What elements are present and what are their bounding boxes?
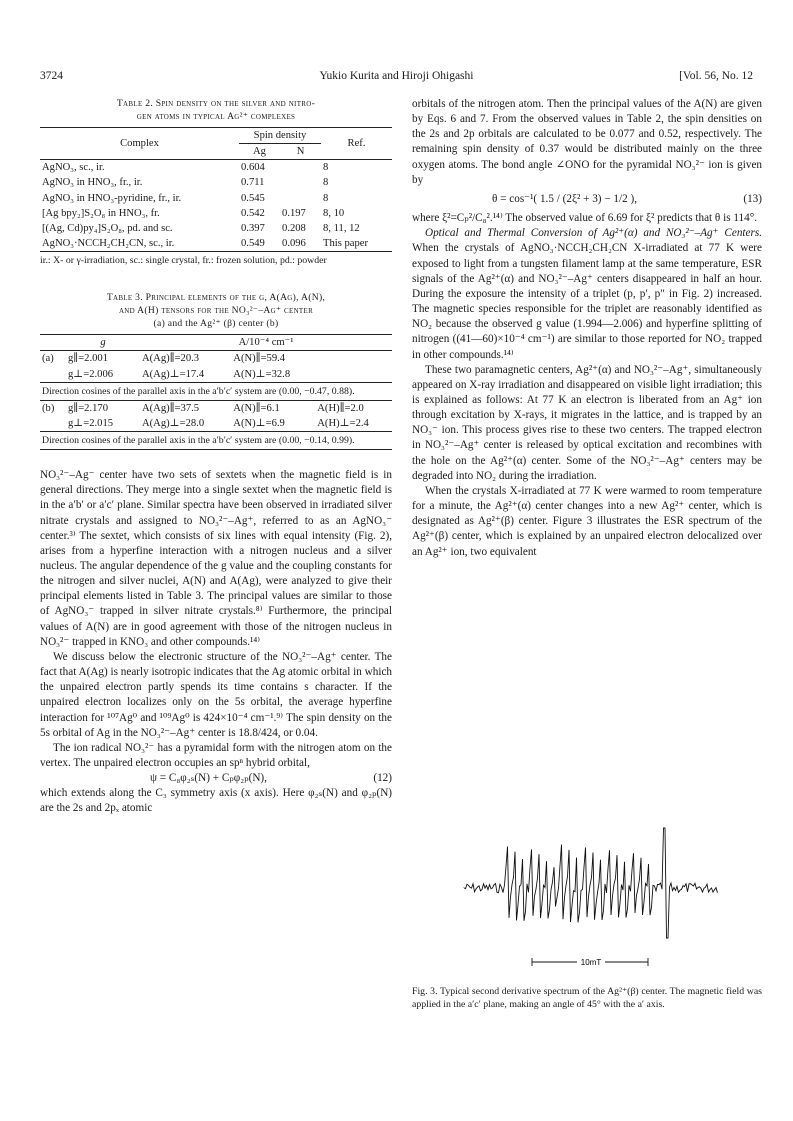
table2-head-complex: Complex — [120, 138, 159, 150]
right-column — [412, 97, 762, 560]
figure-3-caption: Fig. 3. Typical second derivative spectrum of the Ag²⁺(β) center. The magnetic field was applied in the a′c′ plane, making an angle of 45° with the a′ axis. — [412, 986, 762, 1010]
table-row: g⊥=2.015 A(Ag)⊥=28.0 A(N)⊥=6.9 A(H)⊥=2.4 — [68, 417, 369, 429]
right-paragraph-3: Optical and Thermal Conversion of Ag²⁺(α) and NO₃²⁻–Ag⁺ Centers. When the crystals of AgNO₃·NCCH₂CH₂CN X-irradiated at 77 K were exposed to light from a tungsten filament lamp at the same temperature, ESR signals of the Ag²⁺(α) and NO₃²⁻–Ag⁺ centers disappeared in half an hour. During the exposure the intensity of a triplet (p, p′, p″ in Fig. 2) increased. The magnetic species responsible for the triplet are reasonably identified as NO₂ because the observed g value (1.994—2.006) and hyperfine splitting of nitrogen ((41—60)×10⁻⁴ cm⁻¹) are similar to those reported for NO₂ trapped in other compounds.¹⁴⁾ — [412, 227, 762, 361]
running-authors: Yukio Kurita and Hiroji Ohigashi — [319, 70, 474, 82]
right-paragraph-4: These two paramagnetic centers, Ag²⁺(α) and NO₃²⁻–Ag⁺, simultaneously appeared on X-ray irradiation and disappeared on visible light irradiation; this is explained as follows: At 77 K an electron is liberated from an Ag⁺ ion through excitation by X-rays, it migrates in the lattice, and is trapped by an NO₃⁻ ion. This process gives rise to these two centers. The trapped electron in NO₃²⁻–Ag⁺ center is released by optical excitation and recombines with the hole on the Ag²⁺(α) center. Some of the NO₃²⁻–Ag⁺ centers may be degraded into NO₂ during the irradiation. — [412, 363, 762, 482]
table3-head-a: A/10⁻⁴ cm⁻¹ — [238, 337, 294, 349]
volume-info: [Vol. 56, No. 12 — [679, 70, 753, 82]
table2-head-ag: Ag — [239, 144, 280, 160]
right-paragraph-5: When the crystals X-irradiated at 77 K were warmed to room temperature for a minute, the Ag²⁺(α) center changes into a new Ag²⁺ center, which is designated as Ag²⁺(β) center. Figure 3 illustrates the ESR spectrum of the Ag²⁺(β) center, which is explained by an unpaired electron delocalized over an Ag²⁺ ion, two equivalent — [412, 484, 762, 558]
table-row: [Ag bpy₂]S₂O₈ in HNO₃, fr. 0.542 0.197 8, 10 — [42, 207, 345, 219]
left-paragraph-3: The ion radical NO₃²⁻ has a pyramidal form with the nitrogen atom on the vertex. The unpaired electron occupies an spⁿ hybrid orbital, — [40, 741, 392, 769]
table3-b-cosines: Direction cosines of the parallel axis in the a′b′c′ system are (0.00, −0.14, 0.99). — [42, 435, 355, 447]
section-title: Optical and Thermal Conversion of Ag²⁺(α) and NO₃²⁻–Ag⁺ Centers. — [425, 227, 762, 240]
table2-caption: Table 2. Spin density on the silver and nitro- gen atoms in typical Ag²⁺ complexes — [116, 98, 316, 122]
left-paragraph-1: NO₃²⁻–Ag⁻ center have two sets of sextets when the magnetic field is in general directions. They merge into a single sextet when the magnetic field is in the a′b′ or a′c′ plane. Similar spectra have been observed in irradiated silver nitrate crystals and assigned to NO₃²⁻–Ag⁺, referred to as an AgNO₃⁻ center.³⁾ The sextet, which consists of six lines with equal intensity (Fig. 2), arises from a hyperfine interaction with a nitrogen nucleus and a silver nucleus. The angular dependence of the g value and the coupling constants for the nitrogen and silver nuclei, A(N) and A(Ag), were analyzed to give their principal elements listed in Table 3. The principal values are similar to those of AgNO₃⁻ trapped in silver nitrate crystals.⁸⁾ Furthermore, the principal values of A(N) are in good agreement with those of the nitrogen nucleus in NO₃²⁻ trapped in KNO₃ and other compounds.¹⁴⁾ — [40, 469, 392, 648]
table3 — [40, 334, 392, 450]
left-paragraph-4: which extends along the C₃ symmetry axis (x axis). Here φ₂ₛ(N) and φ₂ₚ(N) are the 2s and 2pₓ atomic — [40, 787, 392, 815]
equation-13: θ = cos⁻¹( 1.5 / (2ξ² + 3) − 1/2 ), (13) — [492, 192, 762, 205]
table-row: g⊥=2.006 A(Ag)⊥=17.4 A(N)⊥=32.8 — [68, 368, 291, 380]
esr-spectrum — [412, 820, 762, 980]
table-row: AgNO₃ in HNO₃-pyridine, fr., ir. 0.545 8 — [42, 192, 329, 204]
page-number: 3724 — [40, 70, 63, 82]
table-row: AgNO₃ in HNO₃, fr., ir. 0.711 8 — [42, 177, 329, 189]
table-row: [(Ag, Cd)py₄]S₂O₈, pd. and sc. 0.397 0.208 8, 11, 12 — [42, 222, 360, 234]
table3-head-g: g — [100, 337, 106, 349]
table2-footnote: ir.: X- or γ-irradiation, sc.: single crystal, fr.: frozen solution, pd.: powder — [40, 255, 327, 267]
table-row: AgNO₃·NCCH₂CH₂CN, sc., ir. 0.549 0.096 This paper — [42, 238, 369, 250]
table2-head-ref: Ref. — [347, 138, 366, 150]
figure-3 — [412, 820, 762, 980]
left-paragraph-2: We discuss below the electronic structure of the NO₃²⁻–Ag⁺ center. The fact that A(Ag) is nearly isotropic indicates that the Ag atomic orbital in which the unpaired electron partly spends its time contains s character. If the unpaired electron localizes only on the 5s orbital, the average hyperfine interaction for ¹⁰⁷Ag⁰ and ¹⁰⁹Ag⁰ is 424×10⁻⁴ cm⁻¹.⁹⁾ The spin density on the 5s orbital of Ag in the NO₃²⁻–Ag⁺ center is 18.8/424, or 0.04. — [40, 650, 393, 739]
right-paragraph-2: where ξ²=Cₚ²/C₈².¹⁴⁾ The observed value of 6.69 for ξ² predicts that θ is 114°. — [412, 212, 757, 225]
table2-head-n: N — [280, 144, 321, 160]
table2-head-spin: Spin density — [253, 130, 307, 141]
table3-a-cosines: Direction cosines of the parallel axis in the a′b′c′ system are (0.00, −0.47, 0.88). — [42, 385, 355, 397]
right-paragraph-1: orbitals of the nitrogen atom. Then the principal values of the A(N) are given by Eqs. 6 and 7. From the observed values in Table 2, the spin densities on the 2s and 2p orbitals are calculated to be 0.077 and 0.52, respectively. The remaining spin density of 0.37 would be distributed mainly on the three oxygen atoms. The bond angle ∠ONO for the pyramidal NO₃²⁻ ion is given by — [412, 98, 762, 186]
equation-12: ψ = C₈φ₂ₛ(N) + Cₚφ₂ₚ(N), (12) — [150, 772, 392, 785]
table-row: (b) g∥=2.170 A(Ag)∥=37.5 A(N)∥=6.1 A(H)∥=2.0 — [40, 400, 392, 416]
table2 — [40, 127, 392, 252]
scale-label: 10mT — [580, 958, 602, 967]
table-row: AgNO₃, sc., ir. 0.604 8 — [42, 162, 329, 174]
table-row: (a) g∥=2.001 A(Ag)∥=20.3 A(N)∥=59.4 — [42, 353, 286, 365]
left-column — [40, 97, 392, 817]
table3-caption: Table 3. Principal elements of the g, A(Ag), A(N), and A(H) tensors for the NO₃²⁻–Ag⁺ center (a) and the Ag²⁺ (β) center (b) — [106, 292, 326, 330]
